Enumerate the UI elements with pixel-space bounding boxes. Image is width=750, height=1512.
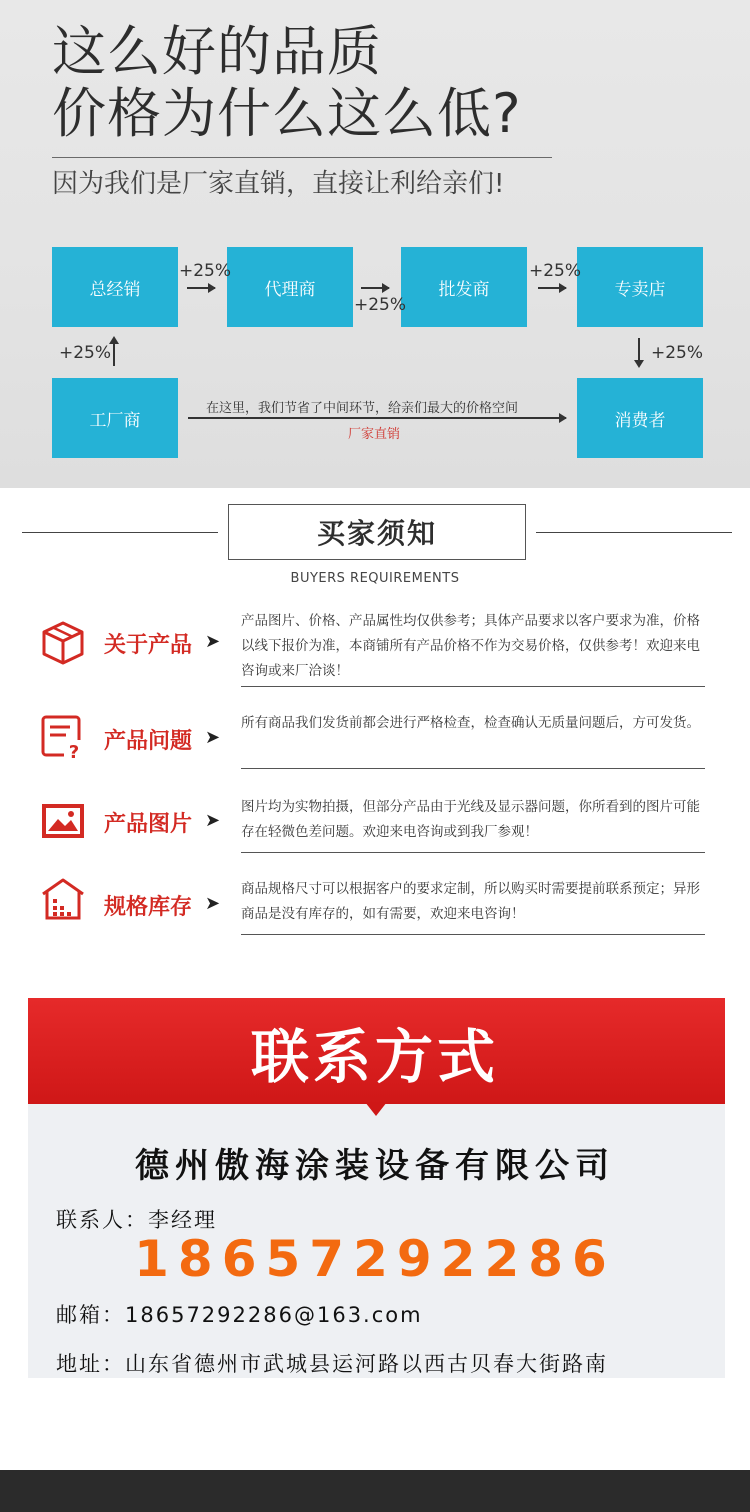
arrow-icon: ➤ (205, 727, 221, 748)
arrow-right-icon (187, 287, 215, 289)
requirement-text: 所有商品我们发货前都会进行严格检查，检查确认无质量问题后，方可发货。 (241, 715, 700, 731)
arrow-right-icon (361, 287, 389, 289)
price-explanation-section (0, 0, 750, 488)
banner-notch (365, 1102, 387, 1116)
requirement-text: 商品规格尺寸可以根据客户的要求定制，所以购买时需要提前联系预定；异形商品是没有库存的，如有需要，欢迎来电咨询！ (241, 881, 700, 922)
direct-note: 在这里，我们节省了中间环节，给亲们最大的价格空间 (206, 401, 519, 416)
headline-divider (52, 157, 552, 158)
headline-subline: 因为我们是厂家直销，直接让利给亲们! (52, 169, 505, 199)
arrow-icon: ➤ (205, 631, 221, 652)
markup-label: +25% (529, 261, 582, 281)
flow-box-factory: 工厂商 (52, 378, 178, 458)
direct-arrow-icon (188, 417, 566, 419)
requirements-subtitle: BUYERS REQUIREMENTS (290, 571, 460, 586)
flow-box-consumer: 消费者 (577, 378, 703, 458)
arrow-icon: ➤ (205, 810, 221, 831)
arrow-right-icon (538, 287, 566, 289)
footer-bar (0, 1470, 750, 1512)
requirement-title: 规格库存 (104, 895, 193, 920)
title-divider-left (22, 532, 218, 533)
phone-number[interactable]: 18657292286 (134, 1230, 616, 1288)
svg-text:?: ? (68, 742, 80, 760)
markup-label: +25% (354, 295, 407, 315)
question-document-icon (40, 714, 86, 760)
markup-label: +25% (651, 343, 704, 363)
flow-box-agent: 代理商 (227, 247, 353, 327)
markup-label: +25% (179, 261, 232, 281)
arrow-icon: ➤ (205, 893, 221, 914)
title-divider-right (536, 532, 732, 533)
image-icon (40, 798, 86, 844)
company-name: 德州傲海涂装设备有限公司 (135, 1146, 615, 1186)
requirement-title: 关于产品 (104, 633, 193, 658)
divider (241, 768, 705, 769)
arrow-up-icon (113, 338, 115, 366)
divider (241, 852, 705, 853)
requirement-text: 产品图片、价格、产品属性均仅供参考；具体产品要求以客户要求为准，价格以线下报价为准，本商铺所有产品价格不作为交易价格，仅供参考！欢迎来电咨询或来厂洽谈！ (241, 613, 700, 679)
requirement-text: 图片均为实物拍摄，但部分产品由于光线及显示器问题，你所看到的图片可能存在轻微色差问题。欢迎来电咨询或到我厂参观！ (241, 799, 700, 840)
flow-box-general-dealer: 总经销 (52, 247, 178, 327)
divider (241, 934, 705, 935)
contact-email[interactable]: 邮箱：18657292286@163.com (56, 1303, 423, 1327)
divider (241, 686, 705, 687)
arrow-down-icon (638, 338, 640, 366)
contact-title: 联系方式 (250, 1023, 499, 1091)
requirement-title: 产品图片 (104, 812, 193, 837)
headline-quality: 这么好的品质 (52, 20, 382, 83)
requirement-title: 产品问题 (104, 729, 193, 754)
headline-price: 价格为什么这么低? (52, 82, 522, 145)
flow-box-wholesaler: 批发商 (401, 247, 527, 327)
requirements-title: 买家须知 (228, 504, 526, 560)
box-icon (40, 620, 86, 666)
flow-box-store: 专卖店 (577, 247, 703, 327)
contact-address: 地址：山东省德州市武城县运河路以西古贝春大街路南 (56, 1352, 608, 1376)
direct-sales-label: 厂家直销 (348, 427, 401, 442)
warehouse-icon (40, 876, 86, 922)
contact-person: 联系人：李经理 (56, 1208, 217, 1232)
markup-label: +25% (59, 343, 112, 363)
